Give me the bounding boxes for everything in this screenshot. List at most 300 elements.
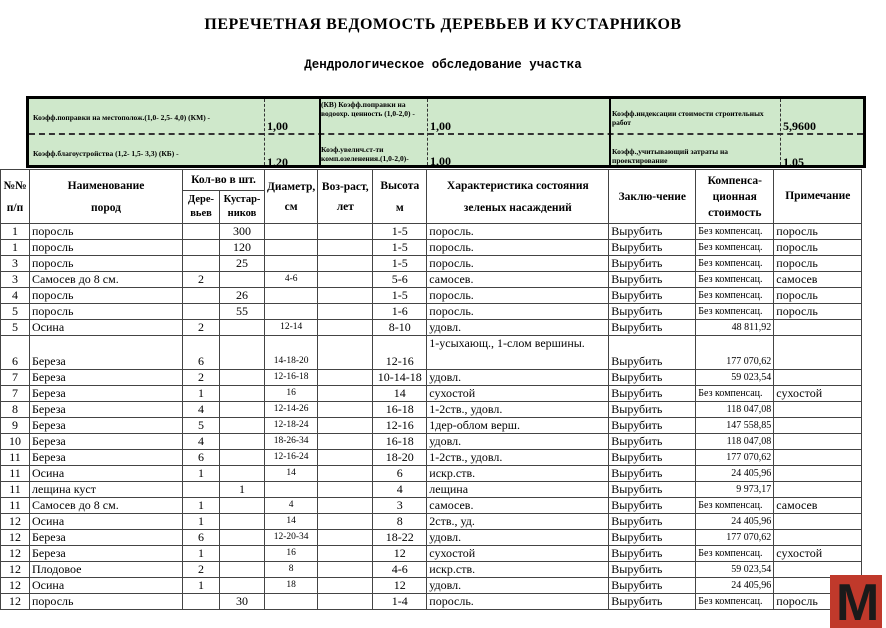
cell-compensation: Без компенсац. [696, 498, 774, 514]
cell-condition: сухостой [427, 386, 609, 402]
document-subtitle: Дендрологическое обследование участка [304, 58, 582, 72]
cell-name: поросль [30, 256, 183, 272]
cell-shrubs [220, 514, 265, 530]
coef-ki-label: Коэфф.индексации стоимости строительных работ [612, 109, 764, 127]
col-verdict-header: Заклю-чение [609, 170, 696, 224]
cell-trees: 1 [183, 578, 220, 594]
cell-name: Береза [30, 402, 183, 418]
cell-note [774, 320, 862, 336]
cell-age [318, 336, 373, 370]
cell-number: 11 [1, 482, 30, 498]
cell-shrubs: 25 [220, 256, 265, 272]
cell-diameter [265, 224, 318, 240]
cell-shrubs [220, 546, 265, 562]
col-note-header: Примечание [774, 170, 862, 224]
cell-age [318, 370, 373, 386]
cell-age [318, 240, 373, 256]
cell-height: 12-16 [373, 418, 427, 434]
cell-verdict: Вырубить [609, 466, 696, 482]
trees-table [0, 169, 862, 610]
cell-condition: удовл. [427, 578, 609, 594]
cell-number: 11 [1, 466, 30, 482]
cell-name: Осина [30, 578, 183, 594]
cell-trees: 2 [183, 272, 220, 288]
coef-kv-label: (КВ) Коэфф.поправки на водоохр. ценность (1,0-2,0) - [321, 100, 415, 118]
cell-height: 18-20 [373, 450, 427, 466]
cell-height: 1-5 [373, 224, 427, 240]
cell-shrubs: 300 [220, 224, 265, 240]
cell-name: Береза [30, 386, 183, 402]
cell-age [318, 224, 373, 240]
cell-height: 1-5 [373, 256, 427, 272]
cell-condition: поросль. [427, 304, 609, 320]
coef-kv-value: 1,00 [430, 119, 451, 133]
cell-number: 3 [1, 256, 30, 272]
cell-name: Самосев до 8 см. [30, 272, 183, 288]
cell-height: 1-4 [373, 594, 427, 610]
cell-trees [183, 304, 220, 320]
cell-note [774, 514, 862, 530]
cell-age [318, 578, 373, 594]
cell-trees: 1 [183, 514, 220, 530]
cell-shrubs [220, 530, 265, 546]
cell-name: Береза [30, 546, 183, 562]
cell-diameter [265, 482, 318, 498]
cell-age [318, 402, 373, 418]
cell-age [318, 288, 373, 304]
cell-trees [183, 256, 220, 272]
cell-verdict: Вырубить [609, 418, 696, 434]
cell-trees [183, 288, 220, 304]
cell-diameter: 14 [265, 466, 318, 482]
cell-height: 4 [373, 482, 427, 498]
cell-verdict: Вырубить [609, 402, 696, 418]
table-row [1, 482, 862, 498]
cell-compensation: 118 047,08 [696, 434, 774, 450]
cell-name: поросль [30, 240, 183, 256]
cell-age [318, 256, 373, 272]
cell-name: поросль [30, 304, 183, 320]
cell-compensation: Без компенсац. [696, 224, 774, 240]
table-row [1, 336, 862, 370]
cell-diameter [265, 304, 318, 320]
logo-letter: M [836, 575, 880, 628]
cell-condition: поросль. [427, 256, 609, 272]
cell-note [774, 370, 862, 386]
cell-compensation: Без компенсац. [696, 594, 774, 610]
cell-compensation: Без компенсац. [696, 288, 774, 304]
col-diameter-header: Диаметр, см [265, 170, 318, 224]
cell-condition: удовл. [427, 530, 609, 546]
cell-diameter: 12-16-18 [265, 370, 318, 386]
cell-condition: сухостой [427, 546, 609, 562]
coef-kz-label: Коэф.увелич.ст-ти комп.озеленения.(1,0-2,0)- [321, 145, 409, 163]
cell-shrubs: 120 [220, 240, 265, 256]
cell-trees: 6 [183, 450, 220, 466]
cell-diameter: 18 [265, 578, 318, 594]
cell-verdict: Вырубить [609, 370, 696, 386]
cell-compensation: 177 070,62 [696, 450, 774, 466]
col-count-header: Кол-во в шт. [183, 170, 265, 191]
table-row [1, 272, 862, 288]
cell-condition: поросль. [427, 288, 609, 304]
cell-trees [183, 224, 220, 240]
cell-trees: 2 [183, 370, 220, 386]
cell-number: 12 [1, 578, 30, 594]
cell-compensation: Без компенсац. [696, 546, 774, 562]
table-row [1, 256, 862, 272]
cell-trees: 6 [183, 336, 220, 370]
cell-shrubs [220, 272, 265, 288]
cell-age [318, 498, 373, 514]
cell-age [318, 434, 373, 450]
cell-verdict: Вырубить [609, 304, 696, 320]
cell-diameter: 12-16-24 [265, 450, 318, 466]
coef-divider [264, 99, 265, 165]
cell-diameter: 18-26-34 [265, 434, 318, 450]
cell-condition: 1дер-облом верш. [427, 418, 609, 434]
coef-kp-value: 1,05 [783, 155, 804, 169]
cell-trees: 4 [183, 434, 220, 450]
table-row [1, 418, 862, 434]
coef-kb-label: Коэфф.благоустройства (1,2- 1,5- 3,3) (КБ) - [33, 149, 179, 158]
cell-height: 5-6 [373, 272, 427, 288]
table-row [1, 514, 862, 530]
cell-verdict: Вырубить [609, 336, 696, 370]
table-row [1, 386, 862, 402]
cell-condition: удовл. [427, 434, 609, 450]
cell-compensation: 24 405,96 [696, 514, 774, 530]
cell-name: Самосев до 8 см. [30, 498, 183, 514]
cell-name: поросль [30, 224, 183, 240]
cell-verdict: Вырубить [609, 320, 696, 336]
cell-diameter: 14-18-20 [265, 336, 318, 370]
table-row [1, 450, 862, 466]
col-number-header: №№ п/п [1, 170, 30, 224]
cell-trees: 1 [183, 546, 220, 562]
cell-compensation: Без компенсац. [696, 240, 774, 256]
cell-verdict: Вырубить [609, 578, 696, 594]
table-row [1, 370, 862, 386]
cell-height: 10-14-18 [373, 370, 427, 386]
cell-verdict: Вырубить [609, 256, 696, 272]
cell-number: 5 [1, 304, 30, 320]
cell-height: 1-5 [373, 240, 427, 256]
cell-name: Береза [30, 336, 183, 370]
cell-height: 12-16 [373, 336, 427, 370]
cell-name: Осина [30, 466, 183, 482]
col-name-header: Наименование пород [30, 170, 183, 224]
cell-height: 6 [373, 466, 427, 482]
cell-height: 18-22 [373, 530, 427, 546]
cell-name: Осина [30, 320, 183, 336]
cell-verdict: Вырубить [609, 450, 696, 466]
cell-diameter: 12-14 [265, 320, 318, 336]
cell-height: 1-6 [373, 304, 427, 320]
cell-note: поросль [774, 304, 862, 320]
table-row [1, 530, 862, 546]
cell-verdict: Вырубить [609, 386, 696, 402]
col-trees-header: Дере-вьев [183, 191, 220, 224]
cell-height: 12 [373, 578, 427, 594]
cell-condition: удовл. [427, 320, 609, 336]
col-compensation-header: Компенса-ционная стоимость [696, 170, 774, 224]
table-row [1, 240, 862, 256]
cell-diameter [265, 256, 318, 272]
cell-number: 6 [1, 336, 30, 370]
cell-note: поросль [774, 288, 862, 304]
cell-verdict: Вырубить [609, 482, 696, 498]
cell-shrubs [220, 434, 265, 450]
cell-condition: 1-2ств., удовл. [427, 450, 609, 466]
cell-name: Береза [30, 418, 183, 434]
cell-name: Береза [30, 530, 183, 546]
cell-age [318, 304, 373, 320]
cell-diameter: 12-18-24 [265, 418, 318, 434]
cell-number: 12 [1, 514, 30, 530]
cell-diameter [265, 594, 318, 610]
cell-number: 12 [1, 546, 30, 562]
cell-compensation: 9 973,17 [696, 482, 774, 498]
cell-condition: 1-усыхающ., 1-слом вершины. [427, 336, 609, 370]
cell-age [318, 418, 373, 434]
cell-age [318, 530, 373, 546]
cell-verdict: Вырубить [609, 434, 696, 450]
coef-kz-value: 1,00 [430, 154, 451, 168]
cell-number: 5 [1, 320, 30, 336]
cell-verdict: Вырубить [609, 514, 696, 530]
cell-number: 10 [1, 434, 30, 450]
cell-number: 11 [1, 450, 30, 466]
cell-number: 7 [1, 386, 30, 402]
cell-trees: 1 [183, 386, 220, 402]
cell-age [318, 594, 373, 610]
cell-condition: самосев. [427, 498, 609, 514]
cell-height: 12 [373, 546, 427, 562]
cell-age [318, 386, 373, 402]
table-row [1, 578, 862, 594]
cell-height: 3 [373, 498, 427, 514]
cell-verdict: Вырубить [609, 546, 696, 562]
cell-compensation: Без компенсац. [696, 304, 774, 320]
cell-note [774, 450, 862, 466]
table-row [1, 594, 862, 610]
coefficients-panel [26, 96, 866, 168]
coef-divider [780, 99, 781, 165]
cell-height: 14 [373, 386, 427, 402]
cell-height: 4-6 [373, 562, 427, 578]
table-row [1, 466, 862, 482]
cell-note: поросль [774, 224, 862, 240]
cell-note: сухостой [774, 386, 862, 402]
coef-divider [609, 99, 611, 165]
table-row [1, 434, 862, 450]
cell-trees: 6 [183, 530, 220, 546]
coef-kb-value: 1,20 [267, 155, 288, 169]
cell-number: 12 [1, 594, 30, 610]
col-condition-header: Характеристика состояния зеленых насаждений [427, 170, 609, 224]
cell-note [774, 336, 862, 370]
cell-note: поросль [774, 594, 862, 610]
cell-number: 1 [1, 240, 30, 256]
cell-note: поросль [774, 240, 862, 256]
cell-shrubs [220, 450, 265, 466]
coef-divider [427, 99, 428, 165]
cell-note: самосев [774, 498, 862, 514]
cell-note [774, 530, 862, 546]
cell-shrubs: 1 [220, 482, 265, 498]
cell-age [318, 320, 373, 336]
cell-name: Береза [30, 450, 183, 466]
cell-compensation: 177 070,62 [696, 336, 774, 370]
cell-note [774, 434, 862, 450]
cell-shrubs [220, 498, 265, 514]
cell-shrubs [220, 336, 265, 370]
cell-verdict: Вырубить [609, 288, 696, 304]
cell-number: 9 [1, 418, 30, 434]
cell-number: 12 [1, 562, 30, 578]
cell-shrubs: 55 [220, 304, 265, 320]
cell-shrubs [220, 320, 265, 336]
cell-name: лещина куст [30, 482, 183, 498]
cell-diameter: 8 [265, 562, 318, 578]
cell-shrubs [220, 466, 265, 482]
cell-verdict: Вырубить [609, 594, 696, 610]
cell-trees: 2 [183, 320, 220, 336]
table-row [1, 498, 862, 514]
cell-trees: 1 [183, 466, 220, 482]
cell-verdict: Вырубить [609, 530, 696, 546]
cell-name: Осина [30, 514, 183, 530]
cell-name: поросль [30, 288, 183, 304]
cell-trees [183, 482, 220, 498]
coef-ki-value: 5,9600 [783, 119, 816, 133]
cell-name: поросль [30, 594, 183, 610]
cell-diameter: 16 [265, 546, 318, 562]
cell-age [318, 546, 373, 562]
coef-km-value: 1,00 [267, 119, 288, 133]
document-title: ПЕРЕЧЕТНАЯ ВЕДОМОСТЬ ДЕРЕВЬЕВ И КУСТАРНИКОВ [204, 16, 682, 33]
cell-condition: поросль. [427, 594, 609, 610]
cell-note [774, 418, 862, 434]
cell-note: поросль [774, 256, 862, 272]
cell-number: 12 [1, 530, 30, 546]
cell-height: 16-18 [373, 434, 427, 450]
cell-note: сухостой [774, 546, 862, 562]
cell-age [318, 482, 373, 498]
cell-verdict: Вырубить [609, 224, 696, 240]
coef-kp-label: Коэфф.,учитывающий затраты на проектирование [612, 147, 729, 165]
cell-verdict: Вырубить [609, 562, 696, 578]
cell-shrubs [220, 418, 265, 434]
col-height-header: Высота м [373, 170, 427, 224]
cell-age [318, 272, 373, 288]
cell-diameter: 4 [265, 498, 318, 514]
cell-compensation: 177 070,62 [696, 530, 774, 546]
table-row [1, 288, 862, 304]
table-row [1, 562, 862, 578]
cell-height: 8 [373, 514, 427, 530]
logo-badge [830, 575, 882, 628]
cell-compensation: Без компенсац. [696, 272, 774, 288]
cell-note: самосев [774, 272, 862, 288]
cell-height: 8-10 [373, 320, 427, 336]
cell-compensation: 59 023,54 [696, 562, 774, 578]
cell-name: Береза [30, 434, 183, 450]
cell-shrubs [220, 562, 265, 578]
cell-trees [183, 594, 220, 610]
cell-compensation: 24 405,96 [696, 578, 774, 594]
cell-age [318, 514, 373, 530]
table-row [1, 320, 862, 336]
table-header-row [1, 170, 862, 191]
cell-shrubs [220, 402, 265, 418]
cell-number: 4 [1, 288, 30, 304]
cell-diameter: 14 [265, 514, 318, 530]
cell-compensation: 147 558,85 [696, 418, 774, 434]
cell-height: 16-18 [373, 402, 427, 418]
cell-verdict: Вырубить [609, 272, 696, 288]
cell-shrubs [220, 386, 265, 402]
table-row [1, 546, 862, 562]
cell-compensation: 48 811,92 [696, 320, 774, 336]
cell-compensation: 118 047,08 [696, 402, 774, 418]
cell-age [318, 562, 373, 578]
cell-note [774, 482, 862, 498]
cell-shrubs [220, 370, 265, 386]
cell-number: 3 [1, 272, 30, 288]
cell-trees: 5 [183, 418, 220, 434]
cell-condition: самосев. [427, 272, 609, 288]
cell-verdict: Вырубить [609, 240, 696, 256]
cell-height: 1-5 [373, 288, 427, 304]
cell-number: 7 [1, 370, 30, 386]
cell-condition: удовл. [427, 370, 609, 386]
cell-condition: 1-2ств., удовл. [427, 402, 609, 418]
table-row [1, 224, 862, 240]
cell-trees: 4 [183, 402, 220, 418]
cell-number: 1 [1, 224, 30, 240]
cell-compensation: Без компенсац. [696, 256, 774, 272]
cell-diameter: 16 [265, 386, 318, 402]
cell-diameter [265, 240, 318, 256]
cell-diameter: 12-20-34 [265, 530, 318, 546]
cell-shrubs: 26 [220, 288, 265, 304]
cell-age [318, 466, 373, 482]
cell-age [318, 450, 373, 466]
cell-diameter [265, 288, 318, 304]
cell-note [774, 466, 862, 482]
cell-shrubs: 30 [220, 594, 265, 610]
cell-condition: лещина [427, 482, 609, 498]
cell-diameter: 4-6 [265, 272, 318, 288]
cell-diameter: 12-14-26 [265, 402, 318, 418]
col-shrubs-header: Кустар-ников [220, 191, 265, 224]
cell-number: 8 [1, 402, 30, 418]
cell-name: Береза [30, 370, 183, 386]
cell-trees: 1 [183, 498, 220, 514]
col-age-header: Воз-раст, лет [318, 170, 373, 224]
cell-shrubs [220, 578, 265, 594]
table-row [1, 402, 862, 418]
cell-note [774, 402, 862, 418]
cell-condition: искр.ств. [427, 562, 609, 578]
cell-name: Плодовое [30, 562, 183, 578]
cell-trees: 2 [183, 562, 220, 578]
cell-condition: искр.ств. [427, 466, 609, 482]
cell-number: 11 [1, 498, 30, 514]
table-row [1, 304, 862, 320]
